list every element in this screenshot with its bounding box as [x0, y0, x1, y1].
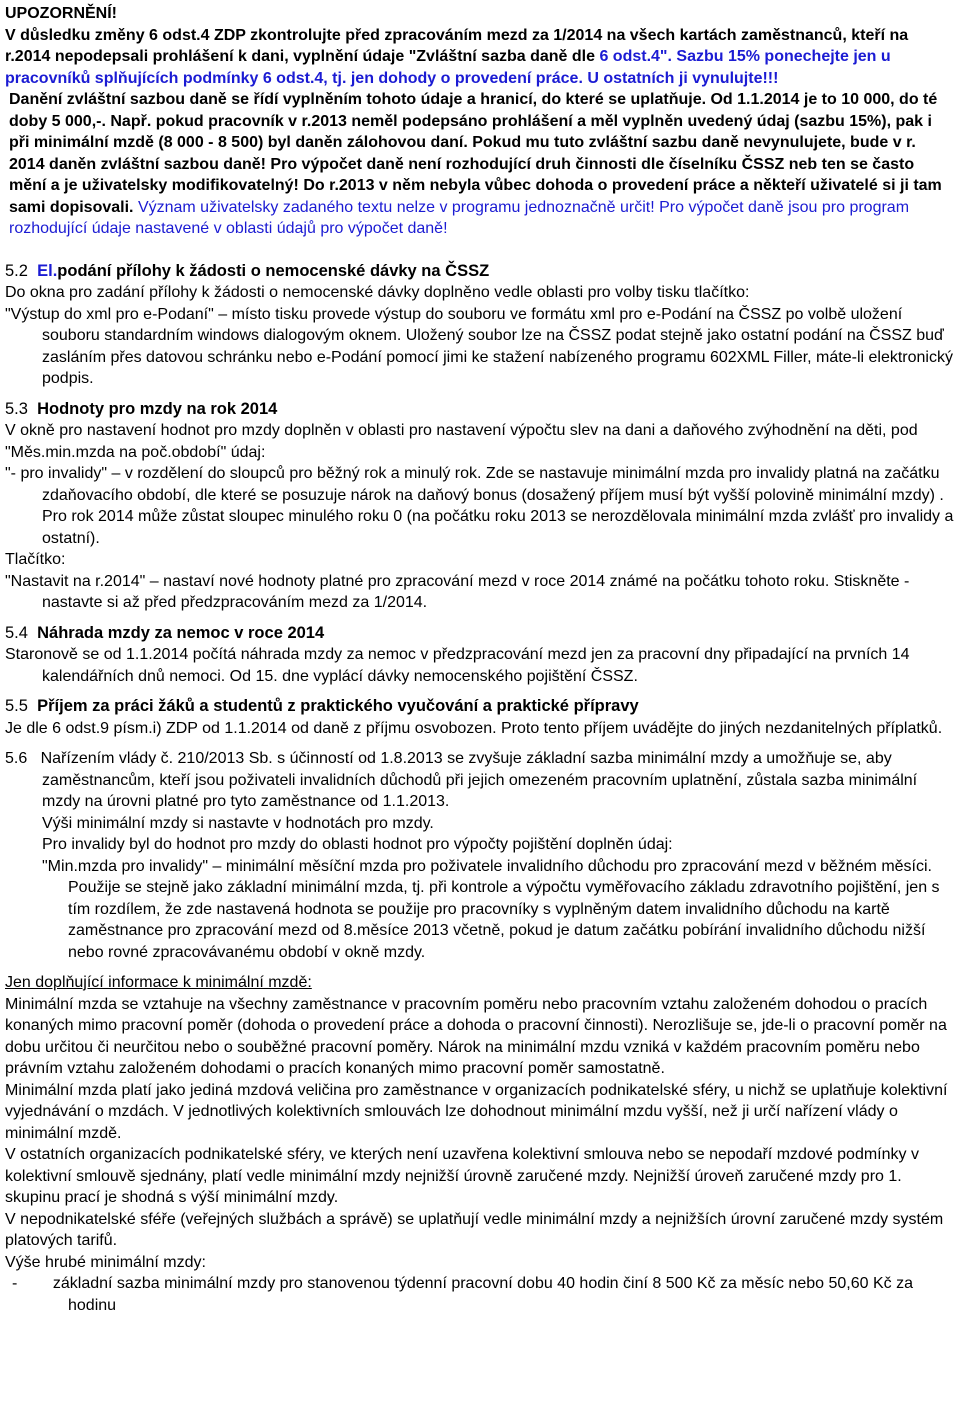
section-5-6-p4: "Min.mzda pro invalidy" – minimální měsíční mzda pro poživatele invalidního důchodu pro zpracování mezd v běžném měsíci. Použije se stejně jako základní minimální mzda, tj. při kontrole a výpočtu vyměřovacího základu zdravotního pojištění, jen s tím rozdílem, že zde nastavená hodnota se použije pro pracovníky s vyplněným datem invalidního důchodu na kartě zaměstnance pro zpracování mezd od 8.měsíce 2013 včetně, pokud je datum začátku pobírání invalidního důchodu nižší nebo rovné zpracovávanému období v okně mzdy.	[42, 857, 940, 961]
section-5-2-p1: Do okna pro zadání přílohy k žádosti o nemocenské dávky doplněno vedle oblasti pro volby tisku tlačítko:	[5, 284, 750, 301]
warning-detail-1: Danění zvláštní sazbou daně se řídí vyplněním tohoto údaje a hranicí, do které se uplatňuje. Od 1.1.2014 je to 10 000, do té doby 5 000,-. Např. pokud pracovník v r.2013 neměl podepsáno prohlášení a měl vyplněn uvedený údaj (sazbu 15%), pak i při minimální mzdě (8 000 - 8 500) byl daněn zálohovou daní. Pokud mu tuto zvláštní sazbu daně nevynulujete, bude v r. 2014 daněn zvláštní sazbou daně!	[9, 91, 938, 173]
section-title: Hodnoty pro mzdy na rok 2014	[37, 399, 278, 418]
section-5-6-p2: Výši minimální mzdy si nastavte v hodnotách pro mzdy.	[42, 814, 434, 832]
section-5-3-p1: V okně pro nastavení hodnot pro mzdy doplněn v oblasti pro nastavení výpočtu slev na dani a daňového zvýhodnění na děti, pod "Měs.min.mzda na poč.období" údaj:	[5, 422, 918, 461]
section-5-3-p4: "Nastavit na r.2014" – nastaví nové hodnoty platné pro zpracování mezd v roce 2014 známé na počátku tohoto roku. Stiskněte - nastavte si až před předzpracováním mezd za 1/2014.	[5, 572, 910, 611]
warning-detail-2: Pro výpočet daně není rozhodující druh činnosti dle číselníku ČSSZ neb ten se často mění a je uživatelsky modifikovatelný! Do r.2013 v něm nebyla vůbec dohoda o provedení práce a někteří uživatelé si ji tam sami dopisovali.	[9, 155, 942, 216]
section-5-3-p2: "- pro invalidy" – v rozdělení do sloupců pro běžný rok a minulý rok. Zde se nastavuje minimální mzda pro invalidy platná na začátku zdaňovacího období, dle které se posuzuje nárok na daňový bonus (dosažený příjem musí být vyšší polovině minimální mzdy) . Pro rok 2014 může zůstat sloupec minulého roku 0 (na počátku roku 2013 se nerozdělovala minimální mzda zvlášť pro invalidy a ostatní).	[5, 465, 954, 547]
warning-text-1: V důsledku změny	[5, 26, 150, 44]
warning-detail-paragraph	[5, 89, 954, 240]
info-list-item	[5, 1273, 954, 1316]
section-5-6-text: Nařízením vlády č. 210/2013 Sb. s účinností od 1.8.2013 se zvyšuje základní sazba minimální mzdy a umožňuje se, aby zaměstnancům, kteří jsou poživateli invalidních důchodů při jejich omezeném pracovním uplatnění, zůstala sazba minimální mzdy na úrovni platné pro tyto zaměstnance od 1.1.2013.	[40, 750, 918, 810]
section-5-2-p2: "Výstup do xml pro e-Podaní" – místo tisku provede výstup do souboru ve formátu xml pro e-Podání na ČSSZ po volbě uložení souboru standardním windows dialogovým oknem. Uložený soubor lze na ČSSZ podat stejně jako ostatní podání na ČSSZ buď zasláním přes datovou schránku nebo e-Podání pomocí jimi ke stažení nabízeného programu 602XML Filler, máte-li elektronický podpis.	[5, 305, 953, 387]
info-p3: V ostatních organizacích podnikatelské sféry, ve kterých není uzavřena kolektivní smlouva nebo se nepodaří mzdové podmínky v kolektivní smlouvě sjednány, platí vedle minimální mzdy nejnižší úrovně zaručené mzdy. Nejnižší úroveň zaručené mzdy pro 1. skupinu prací je shodná s výší minimální mzdy.	[5, 1146, 919, 1206]
list-item-text: základní sazba minimální mzdy pro stanovenou týdenní pracovní dobu 40 hodin činí 8 500 Kč za měsíc nebo 50,60 Kč za hodinu	[52, 1275, 913, 1314]
section-number: 5.2	[5, 261, 28, 280]
section-number: 5.6	[5, 750, 28, 767]
section-number: 5.3	[5, 399, 28, 418]
section-title: Náhrada mzdy za nemoc v roce 2014	[37, 623, 325, 642]
section-number: 5.5	[5, 697, 28, 715]
section-title: podání přílohy k žádosti o nemocenské dávky na ČSSZ	[57, 261, 490, 280]
info-p4: V nepodnikatelské sféře (veřejných službách a správě) se uplatňují vedle minimální mzdy a nejnižších úrovní zaručené mzdy systém platových tarifů.	[5, 1210, 944, 1249]
info-p5: Výše hrubé minimální mzdy:	[5, 1253, 206, 1271]
section-title-prefix: El.	[37, 261, 58, 280]
warning-detail-3: Význam uživatelsky zadaného textu nelze v programu jednoznačně určit!	[137, 198, 660, 216]
section-5-3-p3: Tlačítko:	[5, 551, 66, 568]
section-number: 5.4	[5, 623, 28, 642]
section-5-4-heading	[5, 623, 954, 645]
section-5-6-p1	[5, 748, 954, 813]
section-5-2-heading	[5, 261, 954, 283]
section-5-5-p1: Je dle 6 odst.9 písm.i) ZDP od 1.1.2014 od daně z příjmu osvobozen. Proto tento příjem uvádějte do jiných nezdanitelných příplatků.	[5, 719, 943, 737]
section-5-4-p1: Staronově se od 1.1.2014 počítá náhrada mzdy za nemoc v předzpracování mezd jen za pracovní dny připadající na prvních 14 kalendářních dnů nemoci. Od 15. dne vyplácí dávky nemocenského pojištění ČSSZ.	[5, 646, 910, 685]
warning-text-5: 6 odst.4, tj. jen dohody o provedení práce. U ostatních ji vynulujte!!!	[262, 69, 779, 87]
section-5-3-heading	[5, 399, 954, 421]
section-title: Příjem za práci žáků a studentů z praktického vyučování a praktické přípravy	[37, 697, 639, 715]
list-dash: -	[12, 1275, 18, 1292]
section-5-6-p3: Pro invalidy byl do hodnot pro mzdy do oblasti hodnot pro výpočty pojištění doplněn údaj:	[42, 836, 673, 853]
warning-detail-4: Pro výpočet daně jsou pro program rozhodující údaje nastavené v oblasti údajů pro výpočet daně!	[9, 198, 910, 237]
warning-text-2: 6 odst.4 ZDP zkontrolujte před zpracováním mezd za 1/2014 na všech kartách zaměstnanců, kteří na r.2014 nepodepsali prohlášení k dani, vyplnění údaje "Zvláštní sazba daně dle	[5, 26, 909, 65]
warning-text-3: 6 odst.4".	[599, 48, 677, 65]
info-heading: Jen doplňující informace k minimální mzdě:	[5, 974, 312, 991]
warning-title: UPOZORNĚNÍ!	[5, 5, 117, 22]
warning-paragraph	[5, 25, 954, 90]
info-p2: Minimální mzda platí jako jediná mzdová veličina pro zaměstnance v organizacích podnikatelské sféry, u nichž se uplatňuje kolektivní vyjednávání o mzdách. V jednotlivých kolektivních smlouvách lze dohodnout minimální mzdu vyšší, než ji určí nařízení vlády o minimální mzdě.	[5, 1081, 948, 1142]
section-5-5-heading	[5, 696, 954, 718]
warning-text-4: Sazbu 15% ponechejte jen u pracovníků splňujících podmínky	[5, 48, 891, 87]
info-p1: Minimální mzda se vztahuje na všechny zaměstnance v pracovním poměru nebo pracovním vztahu založeném dohodou o pracích konaných mimo pracovní poměr (dohoda o provedení práce a dohoda o pracovní činnosti). Nerozlišuje se, jde-li o pracovní poměr na dobu určitou či neurčitou nebo o souběžné pracovní poměry. Nárok na minimální mzdu vzniká v každém pracovním poměru nebo právním vztahu založeném dohodami o pracích konaných mimo pracovní poměr samostatně.	[5, 995, 947, 1077]
